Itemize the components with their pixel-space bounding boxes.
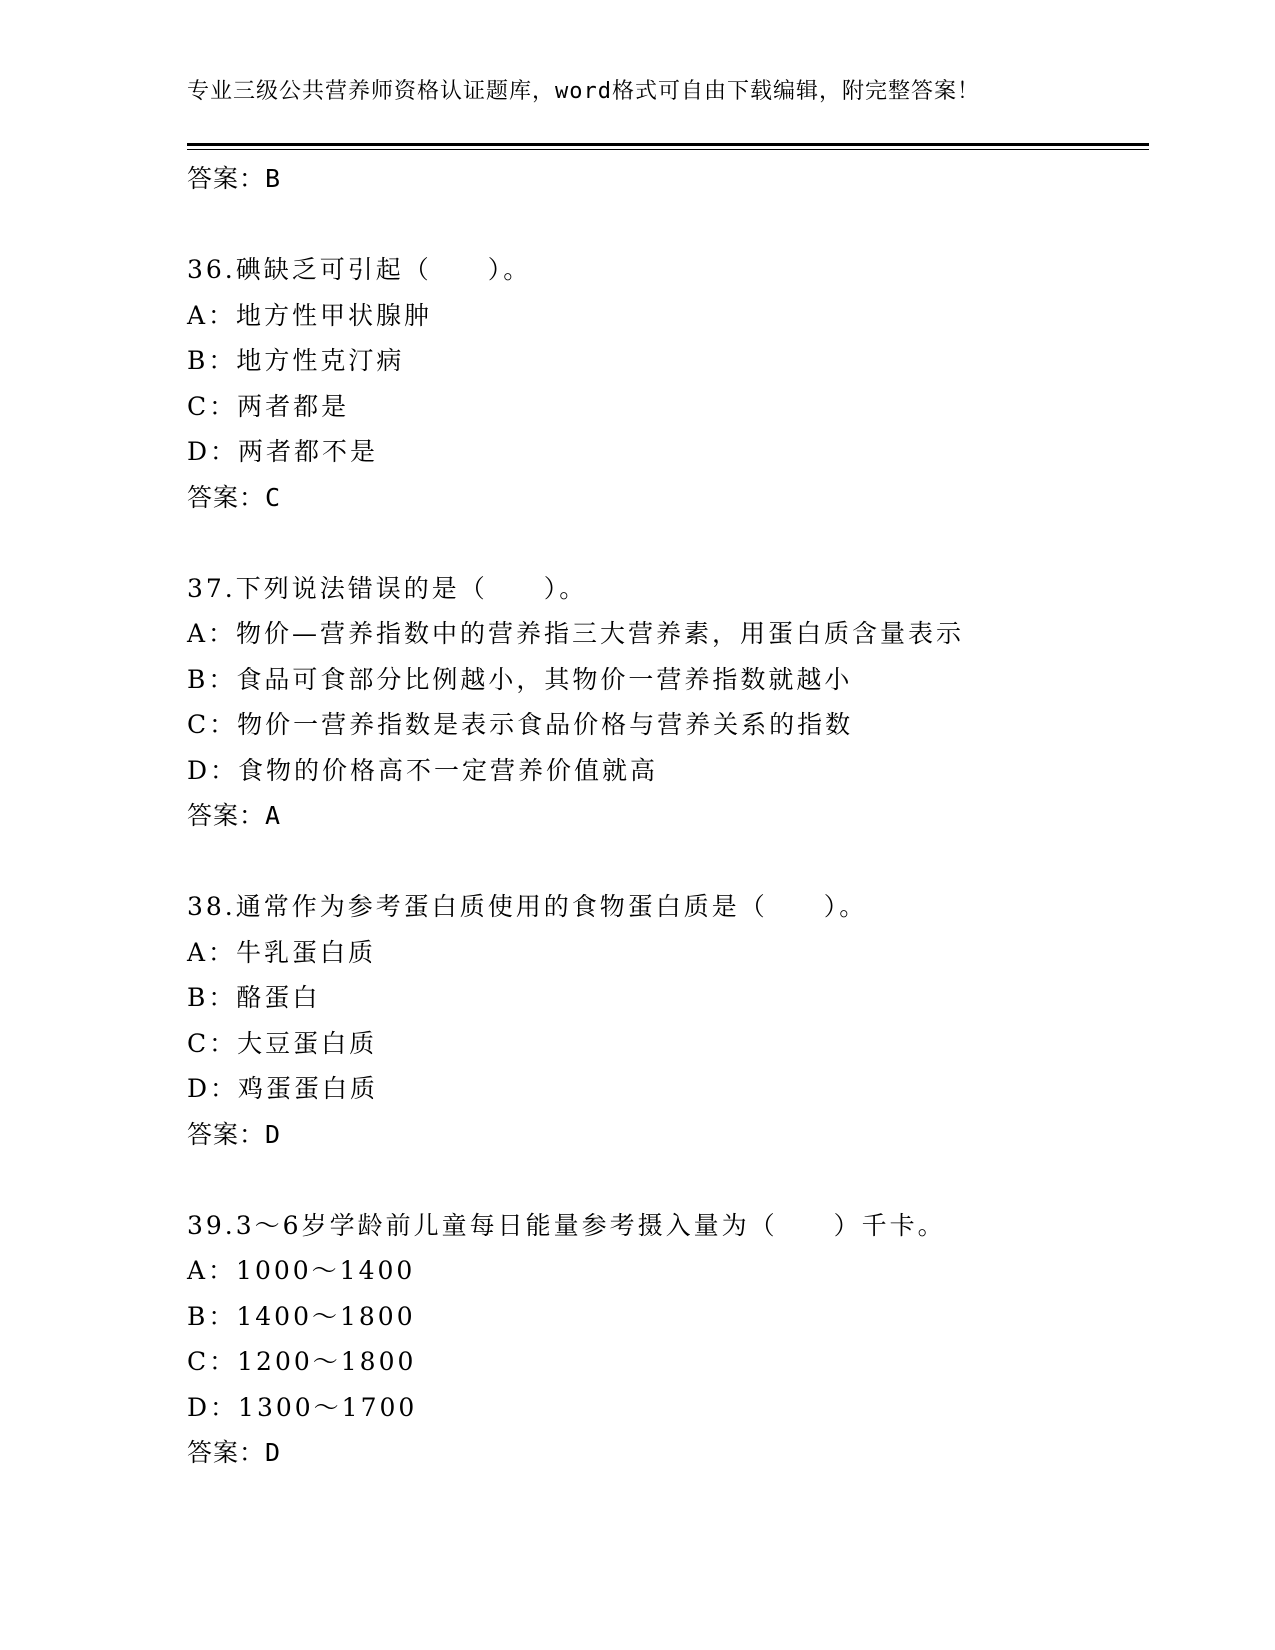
header-rule-thin — [187, 149, 1149, 150]
page-header: 专业三级公共营养师资格认证题库，word格式可自由下载编辑，附完整答案！ — [187, 79, 980, 104]
option-b: B：地方性克汀病 — [187, 346, 405, 375]
option-d: D：两者都不是 — [187, 437, 379, 466]
option-b: B：食品可食部分比例越小，其物价一营养指数就越小 — [187, 664, 853, 694]
option-b: B：1400～1800 — [187, 1301, 416, 1331]
question-stem: 39.3～6岁学龄前儿童每日能量参考摄入量为（ ）千卡。 — [187, 1210, 946, 1240]
option-c: C：1200～1800 — [187, 1347, 417, 1376]
answer-line: 答案：D — [187, 1119, 282, 1149]
option-c: C：物价一营养指数是表示食品价格与营养关系的指数 — [187, 710, 854, 739]
question-content — [187, 156, 1149, 1476]
answer-line: 答案：C — [187, 482, 282, 512]
option-c: C：两者都是 — [187, 391, 350, 421]
question-stem: 36.碘缺乏可引起（ ）。 — [187, 255, 532, 284]
option-a: A：地方性甲状腺肿 — [187, 300, 433, 330]
question-stem: 38.通常作为参考蛋白质使用的食物蛋白质是（ ）。 — [187, 892, 868, 921]
header-rule-thick — [187, 143, 1149, 146]
option-b: B：酪蛋白 — [187, 983, 321, 1012]
question-36 — [187, 247, 1149, 520]
question-37 — [187, 566, 1149, 839]
answer-line: 答案：A — [187, 801, 282, 830]
answer-line: 答案：D — [187, 1438, 282, 1467]
question-stem: 37.下列说法错误的是（ ）。 — [187, 573, 588, 603]
option-a: A：物价—营养指数中的营养指三大营养素，用蛋白质含量表示 — [187, 619, 965, 648]
option-d: D：鸡蛋蛋白质 — [187, 1074, 379, 1103]
answer-line: 答案：B — [187, 164, 282, 193]
option-a: A：牛乳蛋白质 — [187, 937, 377, 967]
question-38 — [187, 884, 1149, 1157]
option-a: A：1000～1400 — [187, 1256, 416, 1285]
option-d: D：1300～1700 — [187, 1392, 418, 1422]
option-c: C：大豆蛋白质 — [187, 1028, 378, 1058]
option-d: D：食物的价格高不一定营养价值就高 — [187, 755, 659, 785]
question-39 — [187, 1203, 1149, 1476]
